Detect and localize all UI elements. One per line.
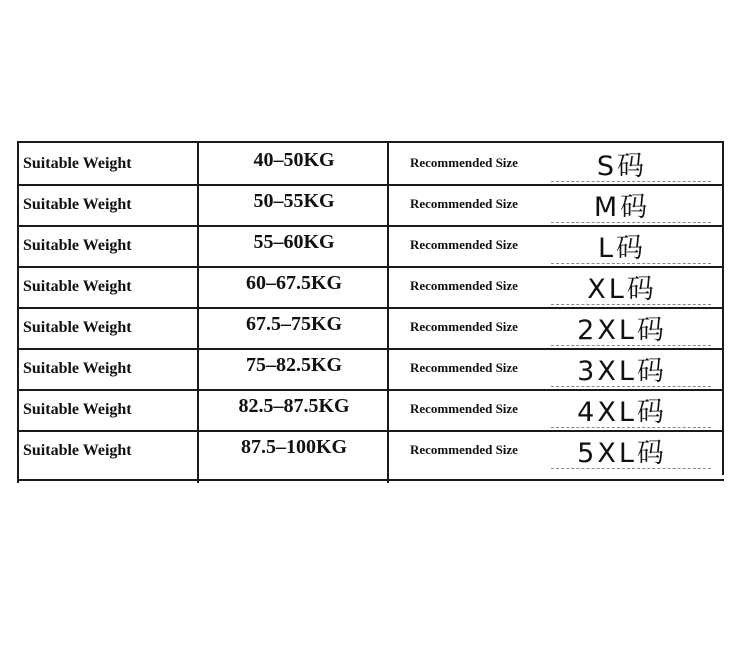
size-label: Recommended Size <box>410 196 518 211</box>
dashed-underline <box>551 181 711 182</box>
size-value: M码 <box>593 192 651 223</box>
size-value: 2XL码 <box>577 315 667 346</box>
table-row <box>17 225 724 266</box>
table-row <box>17 348 724 389</box>
dashed-underline <box>551 427 711 428</box>
dashed-underline <box>551 386 711 387</box>
size-value: 4XL码 <box>577 397 667 428</box>
size-value: XL码 <box>587 274 657 305</box>
weight-range: 50–55KG <box>253 190 335 212</box>
dashed-underline <box>551 304 711 305</box>
size-value: 3XL码 <box>577 356 667 387</box>
table-bottom-border <box>17 479 724 481</box>
size-label: Recommended Size <box>410 360 518 375</box>
weight-label: Suitable Weight <box>23 196 132 213</box>
weight-label: Suitable Weight <box>23 401 132 418</box>
weight-range: 82.5–87.5KG <box>238 395 350 417</box>
size-value: L码 <box>597 233 647 264</box>
weight-label: Suitable Weight <box>23 442 132 459</box>
size-label: Recommended Size <box>410 278 518 293</box>
table-row <box>17 389 724 430</box>
weight-range: 60–67.5KG <box>245 272 343 294</box>
weight-label: Suitable Weight <box>23 360 132 377</box>
weight-range: 40–50KG <box>253 149 335 171</box>
size-value: S码 <box>596 151 648 182</box>
weight-range: 55–60KG <box>253 231 335 253</box>
table-row <box>17 307 724 348</box>
weight-range: 75–82.5KG <box>245 354 343 376</box>
weight-label: Suitable Weight <box>23 278 132 295</box>
dashed-underline <box>551 222 711 223</box>
size-label: Recommended Size <box>410 319 518 334</box>
weight-label: Suitable Weight <box>23 319 132 336</box>
size-value: 5XL码 <box>577 438 667 469</box>
size-label: Recommended Size <box>410 155 518 170</box>
weight-range: 87.5–100KG <box>240 436 348 458</box>
size-label: Recommended Size <box>410 442 518 457</box>
table-row <box>17 143 724 184</box>
dashed-underline <box>551 263 711 264</box>
dashed-underline <box>551 345 711 346</box>
weight-label: Suitable Weight <box>23 155 132 172</box>
weight-label: Suitable Weight <box>23 237 132 254</box>
size-label: Recommended Size <box>410 401 518 416</box>
size-label: Recommended Size <box>410 237 518 252</box>
table-row <box>17 184 724 225</box>
dashed-underline <box>551 468 711 469</box>
table-row <box>17 266 724 307</box>
weight-range: 67.5–75KG <box>245 313 343 335</box>
table-row <box>17 430 724 471</box>
